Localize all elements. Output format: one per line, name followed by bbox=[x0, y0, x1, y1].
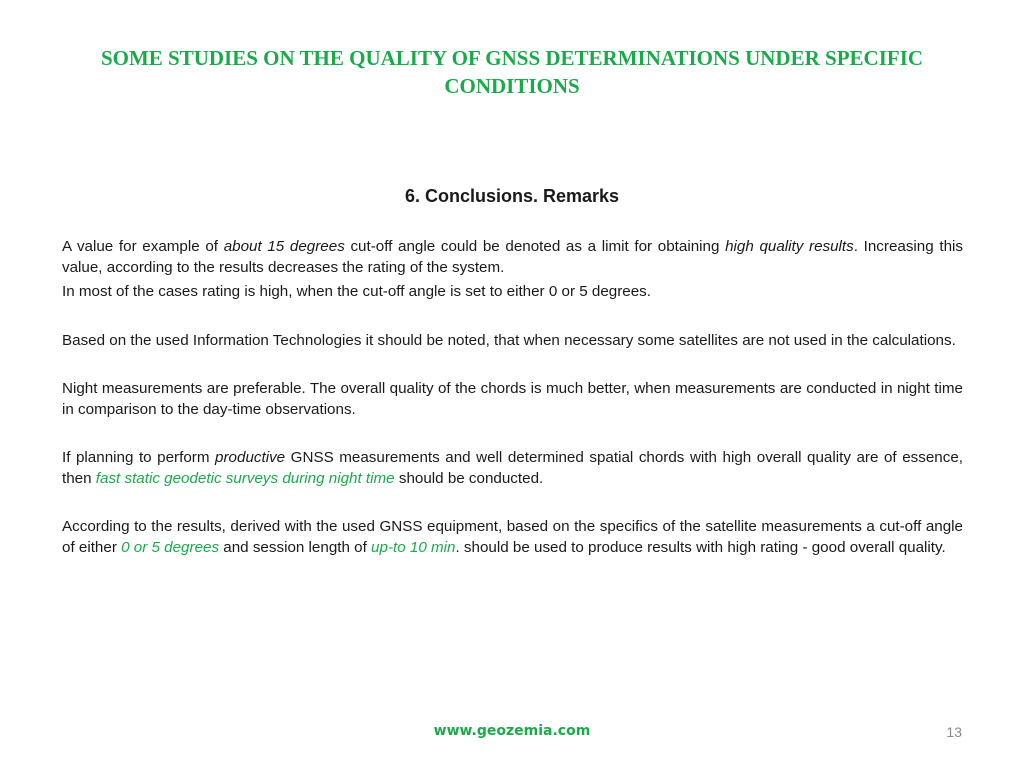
highlight-session-length: up-to 10 min bbox=[371, 538, 456, 556]
highlight-fast-static-surveys: fast static geodetic surveys during night time bbox=[95, 469, 395, 487]
paragraph-rating-high: In most of the cases rating is high, when the cut-off angle is set to either 0 or 5 degrees. bbox=[62, 283, 651, 300]
slide-title: SOME STUDIES ON THE QUALITY OF GNSS DETERMINATIONS UNDER SPECIFIC CONDITIONS bbox=[100, 46, 924, 98]
text-run: A value for example of bbox=[62, 238, 224, 255]
text-run: . Increasing this value, according to the results decreases the rating of the system. bbox=[62, 238, 963, 276]
footer-website-link[interactable]: www.geozemia.com bbox=[433, 723, 591, 739]
paragraph-productive-measurements bbox=[62, 448, 963, 489]
emphasis-productive: productive bbox=[215, 449, 286, 466]
text-run: should be conducted. bbox=[394, 469, 544, 487]
section-heading: 6. Conclusions. Remarks bbox=[404, 186, 620, 206]
text-run: According to the results, derived with the used GNSS equipment, based on the specifics of the satellite measurements a cut-off angle of either bbox=[62, 518, 963, 556]
paragraph-night-measurements: Night measurements are preferable. The overall quality of the chords is much better, when measurements are conducted in night time in comparison to the day-time observations. bbox=[62, 380, 963, 418]
paragraph-cutoff-limit bbox=[62, 237, 963, 278]
page-number: 13 bbox=[946, 724, 962, 740]
text-run: and session length of bbox=[219, 538, 372, 556]
emphasis-15-degrees: about 15 degrees bbox=[223, 238, 345, 255]
text-run: cut-off angle could be denoted as a limit for obtaining bbox=[344, 238, 726, 255]
text-run: . should be used to produce results with high rating - good overall quality. bbox=[455, 538, 946, 556]
paragraph-information-technologies: Based on the used Information Technologies it should be noted, that when necessary some satellites are not used in the calculations. bbox=[62, 331, 956, 349]
text-run: If planning to perform bbox=[62, 449, 216, 466]
text-run: GNSS measurements and well determined spatial chords with high overall quality are of essence, then bbox=[62, 449, 963, 487]
slide-body bbox=[62, 237, 963, 558]
highlight-cutoff-degrees: 0 or 5 degrees bbox=[121, 538, 220, 556]
paragraph-final-recommendation bbox=[62, 517, 963, 558]
emphasis-high-quality: high quality results bbox=[725, 238, 854, 255]
